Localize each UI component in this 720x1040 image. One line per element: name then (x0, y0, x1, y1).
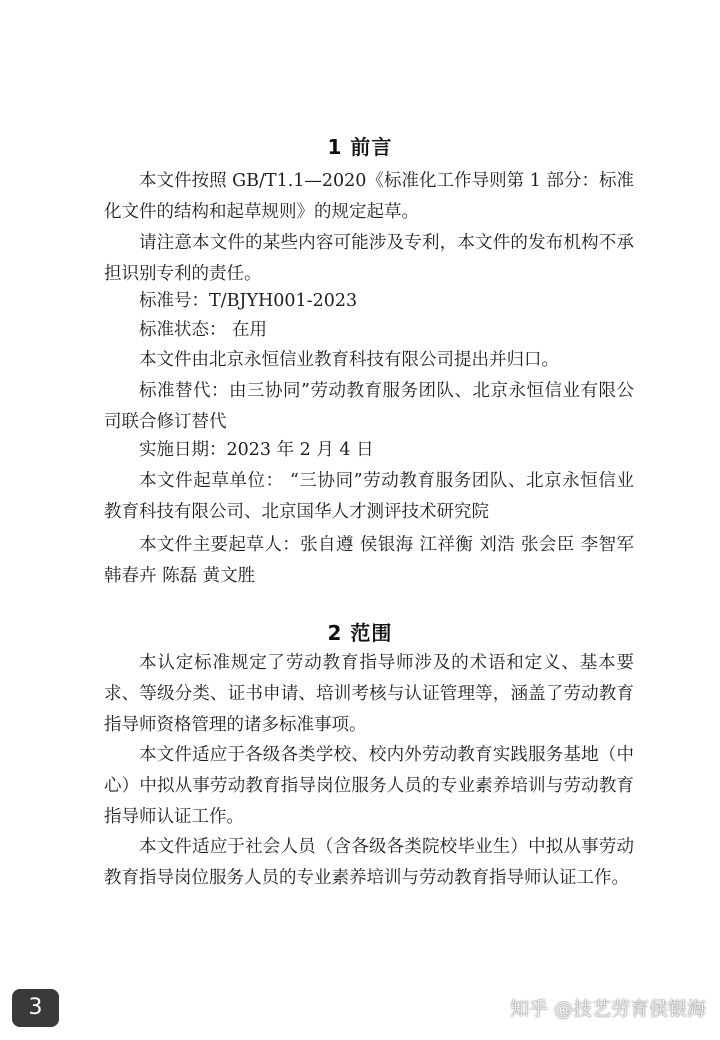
section-title-scope: 2 范围 (327, 621, 393, 645)
paragraph: 本文件按照 GB/T1.1—2020《标准化工作导则第 1 部分：标准化文件的结构和起草规则》的规定起草。 (104, 171, 634, 222)
paragraph: 标准替代：由三协同”劳动教育服务团队、北京永恒信业有限公司联合修订替代 (104, 381, 634, 432)
section-title-preface: 1 前言 (327, 135, 393, 159)
paragraph: 本文件由北京永恒信业教育科技有限公司提出并归口。 (139, 350, 559, 370)
paragraph: 标准号：T/BJYH001-2023 (139, 291, 358, 311)
paragraph: 请注意本文件的某些内容可能涉及专利，本文件的发布机构不承担识别专利的责任。 (104, 233, 634, 284)
page-number-badge: 3 (12, 989, 59, 1027)
paragraph: 本文件适应于社会人员（含各级各类院校毕业生）中拟从事劳动教育指导岗位服务人员的专业素养培训与劳动教育指导师认证工作。 (104, 837, 634, 888)
paragraph: 标准状态： 在用 (139, 320, 268, 340)
paragraph: 本文件起草单位： “三协同”劳动教育服务团队、北京永恒信业教育科技有限公司、北京国华人才测评技术研究院 (104, 471, 634, 522)
paragraph: 实施日期：2023 年 2 月 4 日 (139, 440, 374, 460)
paragraph: 本认定标准规定了劳动教育指导师涉及的术语和定义、基本要求、等级分类、证书申请、培训考核与认证管理等，涵盖了劳动教育指导师资格管理的诸多标准事项。 (104, 653, 634, 735)
paragraph: 本文件主要起草人：张自遵 侯银海 江祥衡 刘浩 张会臣 李智军 韩春卉 陈磊 黄文胜 (104, 535, 634, 586)
source-watermark: 知乎 @技艺劳育侯银海 (509, 998, 706, 1020)
paragraph: 本文件适应于各级各类学校、校内外劳动教育实践服务基地（中心）中拟从事劳动教育指导岗位服务人员的专业素养培训与劳动教育指导师认证工作。 (104, 745, 634, 827)
